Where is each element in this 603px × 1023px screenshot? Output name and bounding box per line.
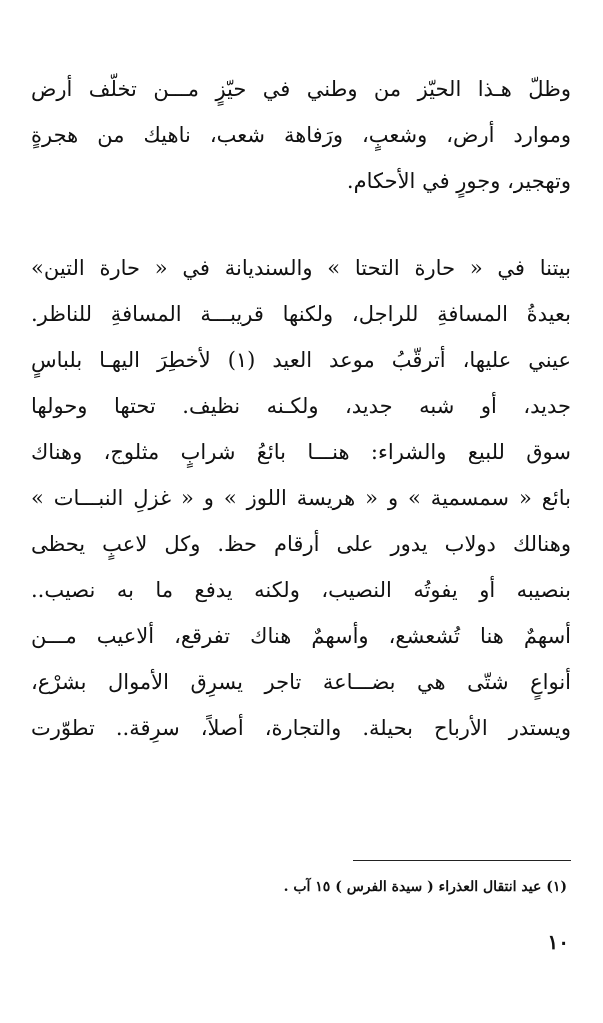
text-line: جديد، أو شبه جديد، ولكـنه نظيف. تحتها وحولها [31, 394, 571, 418]
page-number: ١٠ [547, 930, 569, 954]
text-line: بعيدةُ المسافةِ للراجل، ولكنها قريبـــة المسافةِ للناظر. [31, 302, 571, 326]
text-line: بيتنا في « حارة التحتا » والسنديانة في « حارة التين» [31, 256, 571, 280]
text-line: وموارد أرض، وشعبٍ، ورَفاهة شعب، ناهيك من هجرةٍ [31, 123, 571, 147]
text-line: بنصيبه أو يفوتُه النصيب، ولكنه يدفع ما به نصيب.. [31, 578, 571, 602]
text-line: وتهجير، وجورٍ في الأحكام. [346, 169, 571, 193]
text-line: وهنالك دولاب يدور على أرقام حظ. وكل لاعبٍ يحظى [31, 532, 571, 556]
footnote-separator [353, 860, 571, 861]
paragraph-1 [31, 66, 571, 204]
text-line: عيني عليها، أترقّبُ موعد العيد (١) لأخطِرَ اليهـا بلباسٍ [31, 348, 571, 372]
text-line: أنواعٍ شتّى هي بضـــاعة تاجر يسرِق الأموال بشرْع، [31, 670, 571, 694]
text-line: أسهمٌ هنا تُشعشع، وأسهمٌ هناك تفرقع، ألاعيب مـــن [31, 624, 571, 648]
text-line: بائع « سمسمية » و « هريسة اللوز » و « غزلِ النبـــات » [31, 486, 571, 510]
text-line: سوق للبيع والشراء: هنـــا بائعُ شرابٍ مثلوج، وهناك [31, 440, 571, 464]
text-line: ويستدر الأرباح بحيلة. والتجارة، أصلاً، سرِقة.. تطوّرت [31, 716, 571, 740]
text-line: وظلّ هـذا الحيّز من وطني في حيّزٍ مـــن تخلّف أرض [31, 77, 571, 101]
paragraph-2 [31, 245, 571, 751]
footnote: (١) عيد انتقال العذراء ( سيدة الفرس ) ١٥ آب . [283, 879, 567, 895]
